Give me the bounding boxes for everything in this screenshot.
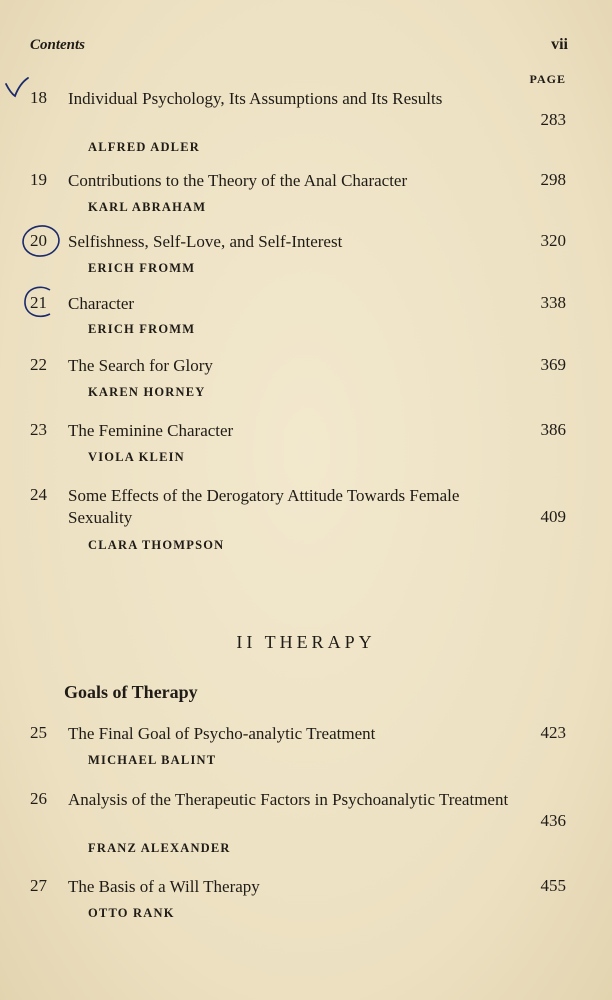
entry-title: The Basis of a Will Therapy: [68, 877, 260, 896]
entry-page: 386: [540, 420, 566, 439]
entry-page: 409: [540, 507, 566, 526]
entry-page: 369: [540, 355, 566, 374]
entry-title: Character: [68, 294, 135, 313]
entry-number: 18: [30, 88, 47, 107]
running-head-section: Contents: [30, 37, 86, 53]
entry-number: 27: [30, 876, 47, 895]
entry-title: Some Effects of the Derogatory Attitude Towards Female Sexuality: [68, 486, 460, 527]
entry-number: 25: [30, 723, 47, 742]
part-heading: II THERAPY: [236, 632, 376, 652]
entry-number: 23: [30, 420, 47, 439]
page-number: vii: [551, 36, 568, 53]
page-column-label: PAGE: [529, 72, 566, 86]
entry-author: FRANZ ALEXANDER: [88, 841, 231, 855]
entry-author: VIOLA KLEIN: [88, 450, 185, 464]
entry-page: 320: [540, 231, 566, 250]
entry-number: 21: [30, 293, 47, 312]
entry-number: 19: [30, 170, 47, 189]
subsection-heading: Goals of Therapy: [64, 682, 198, 702]
entry-number: 26: [30, 789, 47, 808]
entry-author: ERICH FROMM: [88, 261, 196, 275]
entry-author: KAREN HORNEY: [88, 385, 206, 399]
entry-title: Individual Psychology, Its Assumptions and Its Results: [68, 89, 443, 108]
entry-number: 24: [30, 485, 47, 504]
entry-number: 20: [30, 231, 47, 250]
checkmark-ink-mark: [2, 76, 32, 102]
entry-page: 423: [540, 723, 566, 742]
entry-author: ERICH FROMM: [88, 322, 196, 336]
entry-author: OTTO RANK: [88, 906, 175, 920]
circle-ink-mark-20: [20, 222, 62, 260]
entry-number: 22: [30, 355, 47, 374]
entry-author: ALFRED ADLER: [88, 140, 200, 154]
entry-title: Analysis of the Therapeutic Factors in Psychoanalytic Treatment: [68, 790, 509, 809]
entry-page: 455: [540, 876, 566, 895]
entry-title: The Final Goal of Psycho-analytic Treatment: [68, 724, 376, 743]
entry-page: 436: [540, 811, 566, 830]
entry-page: 338: [540, 293, 566, 312]
entry-author: CLARA THOMPSON: [88, 538, 225, 552]
entry-page: 283: [540, 110, 566, 129]
entry-page: 298: [540, 170, 566, 189]
entry-title: Contributions to the Theory of the Anal Character: [68, 171, 408, 190]
entry-title: The Feminine Character: [68, 421, 234, 440]
entry-author: MICHAEL BALINT: [88, 753, 217, 767]
entry-title: The Search for Glory: [68, 356, 213, 375]
circle-ink-mark-21: [20, 284, 62, 322]
entry-title: Selfishness, Self-Love, and Self-Interest: [68, 232, 343, 251]
running-head: [30, 36, 568, 54]
entry-author: KARL ABRAHAM: [88, 200, 207, 214]
